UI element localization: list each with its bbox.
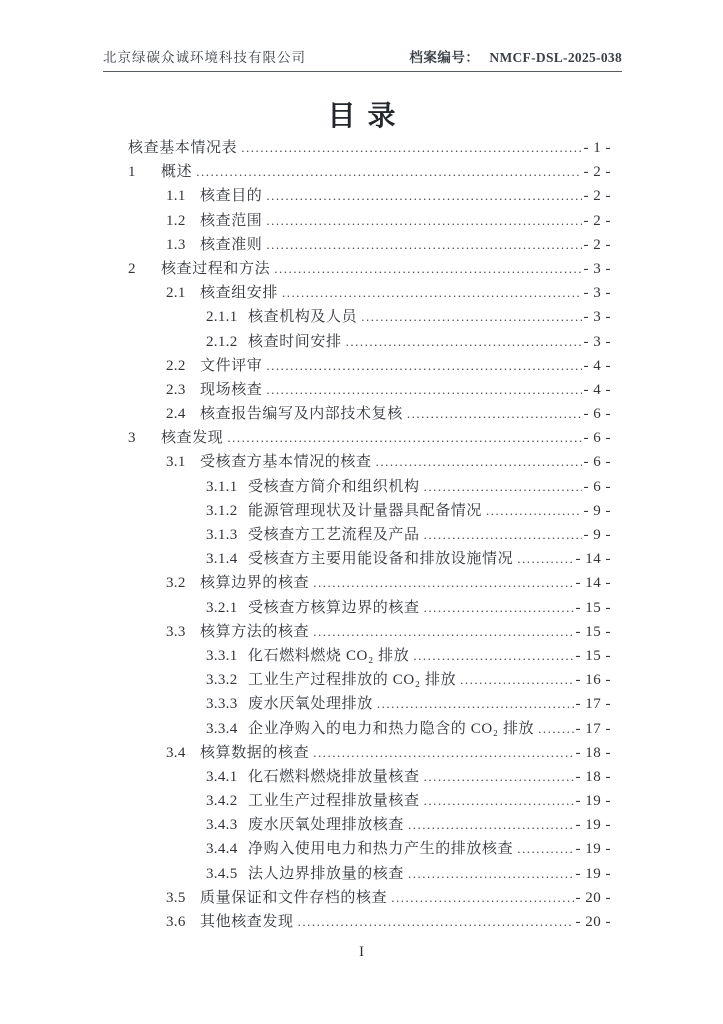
toc-entry: [128, 765, 611, 789]
toc-entry-number: 3.2.1: [206, 599, 238, 616]
toc-entry-number: 2.3: [166, 381, 186, 398]
toc-entry-title: 法人边界排放量的核查: [248, 865, 405, 882]
toc-entry-page: - 15 -: [575, 647, 611, 664]
toc-entry-number: 3.4: [166, 744, 186, 761]
toc-entry-title: 废水厌氧处理排放核查: [248, 817, 405, 834]
toc-entry-page: - 3 -: [583, 309, 611, 326]
toc-entry-page: - 3 -: [583, 260, 611, 277]
toc-entry-page: - 6 -: [583, 406, 611, 423]
toc-entry-page: - 2 -: [583, 236, 611, 253]
toc-entry-title: 现场核查: [200, 381, 263, 398]
toc-dot-leader: [313, 575, 573, 592]
toc-dot-leader: [346, 334, 582, 351]
toc-entry-page: - 19 -: [575, 817, 611, 834]
toc-entry: [128, 668, 611, 692]
toc-entry: [128, 717, 611, 741]
page-title: 目录: [327, 101, 408, 132]
toc-entry: [128, 596, 611, 620]
toc-entry: [128, 813, 611, 837]
toc-entry-number: 3.4.4: [206, 841, 238, 858]
toc-entry-page: - 2 -: [583, 164, 611, 181]
toc-entry-title: 企业净购入的电力和热力隐含的 CO₂ 排放: [248, 720, 535, 737]
toc-entry-title: 核查目的: [200, 188, 263, 205]
file-number: [409, 46, 622, 66]
toc-entry-number: 2.1.2: [206, 333, 238, 350]
toc-entry-number: 3.3.1: [206, 647, 238, 664]
toc-dot-leader: [227, 430, 581, 447]
toc-entry-title: 能源管理现状及计量器具配备情况: [248, 502, 483, 519]
toc-entry-number: 3.1: [166, 454, 186, 471]
toc-entry-title: 核查准则: [200, 236, 263, 253]
toc-entry-title: 工业生产过程排放的 CO₂ 排放: [248, 672, 457, 689]
toc-entry: [128, 209, 611, 233]
toc-entry: [128, 499, 611, 523]
toc-dot-leader: [517, 551, 573, 568]
toc-entry-page: - 20 -: [575, 889, 611, 906]
toc-entry-title: 化石燃料燃烧 CO₂ 排放: [248, 647, 410, 664]
toc-entry-number: 3.6: [166, 914, 186, 930]
toc-entry-number: 2.1: [166, 285, 186, 302]
toc-dot-leader: [413, 648, 573, 665]
toc-entry-page: - 17 -: [575, 696, 611, 713]
toc-entry-page: - 9 -: [583, 502, 611, 519]
toc-entry: [128, 886, 611, 910]
toc-entry-page: - 15 -: [575, 623, 611, 640]
toc-entry-page: - 18 -: [575, 768, 611, 785]
toc-entry-title: 核查基本情况表: [128, 140, 238, 156]
toc-entry: [128, 789, 611, 813]
toc-dot-leader: [376, 454, 582, 471]
toc-entry-title: 核查组安排: [200, 285, 279, 302]
toc-entry-number: 3.5: [166, 889, 186, 906]
toc-entry-title: 核查机构及人员: [248, 309, 358, 326]
toc-entry-page: - 2 -: [583, 212, 611, 229]
toc-entry-title: 工业生产过程排放量核查: [248, 793, 420, 810]
toc-entry: [128, 136, 611, 160]
toc-entry-page: - 18 -: [575, 744, 611, 761]
toc-entry-number: 1.2: [166, 212, 186, 229]
toc-entry: [128, 257, 611, 281]
toc-entry-title: 核查发现: [161, 430, 224, 447]
toc-dot-leader: [407, 406, 582, 423]
toc-entry: [128, 523, 611, 547]
toc-dot-leader: [408, 866, 573, 883]
toc-dot-leader: [408, 817, 573, 834]
toc-entry-page: - 1 -: [583, 140, 611, 156]
toc-entry: [128, 837, 611, 861]
toc-dot-leader: [486, 503, 581, 520]
toc-entry-page: - 9 -: [583, 527, 611, 543]
toc-entry-number: 2: [128, 260, 136, 277]
toc-entry-number: 3.4.1: [206, 768, 238, 785]
company-name: 北京绿碳众诚环境科技有限公司: [103, 50, 306, 65]
toc-entry-page: - 14 -: [575, 551, 611, 568]
toc-entry: [128, 330, 611, 354]
toc-entry-page: - 4 -: [583, 381, 611, 398]
toc-entry: [128, 402, 611, 426]
toc-dot-leader: [298, 914, 574, 931]
toc-entry-title: 受核查方主要用能设备和排放设施情况: [248, 551, 514, 568]
toc-entry-number: 1.3: [166, 236, 186, 253]
toc-dot-leader: [266, 237, 581, 254]
toc-entry-title: 其他核查发现: [200, 914, 294, 930]
toc-entry-title: 质量保证和文件存档的核查: [200, 889, 388, 906]
toc-dot-leader: [313, 624, 573, 641]
toc-entry-page: - 6 -: [583, 454, 611, 471]
toc-entry: [128, 862, 611, 886]
toc-dot-leader: [266, 213, 581, 230]
toc-entry-page: - 4 -: [583, 357, 611, 374]
toc-entry-title: 受核查方工艺流程及产品: [248, 527, 420, 543]
toc-entry: [128, 233, 611, 257]
toc-entry: [128, 620, 611, 644]
toc-entry-number: 2.4: [166, 406, 186, 423]
toc-entry-page: - 6 -: [583, 478, 611, 495]
toc-entry: [128, 547, 611, 571]
toc-entry: [128, 475, 611, 499]
toc-entry-title: 化石燃料燃烧排放量核查: [248, 768, 420, 785]
toc-dot-leader: [196, 164, 581, 181]
toc-entry: [128, 450, 611, 474]
toc-entry-number: 3.2: [166, 575, 186, 592]
toc-entry-number: 3.1.4: [206, 551, 238, 568]
toc-entry-page: - 19 -: [575, 793, 611, 810]
toc-dot-leader: [460, 672, 573, 689]
toc-entry: [128, 644, 611, 668]
toc-entry-page: - 17 -: [575, 720, 611, 737]
toc-dot-leader: [424, 527, 582, 544]
toc-entry: [128, 910, 611, 934]
toc-entry-title: 概述: [161, 164, 193, 181]
toc-entry: [128, 378, 611, 402]
toc-entry-title: 核算边界的核查: [200, 575, 310, 592]
toc-entry-title: 文件评审: [200, 357, 263, 374]
toc-entry-title: 核查范围: [200, 212, 263, 229]
toc-entry-title: 净购入使用电力和热力产生的排放核查: [248, 841, 514, 858]
toc-entry: [128, 741, 611, 765]
toc-entry-title: 核查过程和方法: [161, 260, 271, 277]
toc-dot-leader: [424, 479, 582, 496]
toc-entry-page: - 3 -: [583, 285, 611, 302]
toc-entry-number: 3.3.2: [206, 672, 238, 689]
page-number: I: [359, 944, 364, 960]
toc-dot-leader: [266, 358, 581, 375]
toc-dot-leader: [391, 890, 573, 907]
toc-entry-page: - 6 -: [583, 430, 611, 447]
toc-entry-number: 3: [128, 430, 136, 447]
toc-entry-title: 核算数据的核查: [200, 744, 310, 761]
toc-entry-number: 3.4.3: [206, 817, 238, 834]
toc-entry-number: 2.2: [166, 357, 186, 374]
toc-entry-title: 受核查方核算边界的核查: [248, 599, 420, 616]
toc-entry-title: 核算方法的核查: [200, 623, 310, 640]
toc-entry-page: - 15 -: [575, 599, 611, 616]
toc-dot-leader: [517, 841, 573, 858]
toc-dot-leader: [424, 769, 574, 786]
toc-dot-leader: [266, 188, 581, 205]
toc-dot-leader: [361, 309, 581, 326]
toc-dot-leader: [377, 696, 574, 713]
toc-entry-number: 1.1: [166, 188, 186, 205]
toc-dot-leader: [266, 382, 581, 399]
toc-entry: [128, 305, 611, 329]
toc-entry-title: 废水厌氧处理排放: [248, 696, 373, 713]
file-number-value: NMCF-DSL-2025-038: [489, 50, 622, 65]
toc-entry-page: - 20 -: [575, 914, 611, 930]
toc-entry-title: 核查时间安排: [248, 333, 342, 350]
toc-entry-number: 2.1.1: [206, 309, 238, 326]
toc-dot-leader: [241, 140, 581, 157]
toc-entry-number: 3.1.2: [206, 502, 238, 519]
toc-entry-page: - 14 -: [575, 575, 611, 592]
file-number-label: 档案编号：: [409, 50, 480, 65]
toc-entry-number: 3.1.1: [206, 478, 238, 495]
toc-entry-page: - 19 -: [575, 865, 611, 882]
page-header: [103, 46, 622, 72]
table-of-contents: [128, 136, 611, 934]
toc-dot-leader: [424, 600, 574, 617]
toc-dot-leader: [313, 745, 573, 762]
toc-entry-title: 核查报告编写及内部技术复核: [200, 406, 403, 423]
toc-entry-title: 受核查方简介和组织机构: [248, 478, 420, 495]
toc-dot-leader: [424, 793, 574, 810]
toc-entry: [128, 184, 611, 208]
toc-entry: [128, 281, 611, 305]
toc-entry-page: - 19 -: [575, 841, 611, 858]
toc-entry-number: 3.4.2: [206, 793, 238, 810]
toc-entry-number: 3.4.5: [206, 865, 238, 882]
toc-entry: [128, 354, 611, 378]
toc-entry-number: 1: [128, 164, 136, 181]
toc-entry-number: 3.3.3: [206, 696, 238, 713]
toc-entry-page: - 3 -: [583, 333, 611, 350]
toc-entry-number: 3.1.3: [206, 527, 238, 543]
toc-entry-number: 3.3.4: [206, 720, 238, 737]
toc-entry-page: - 2 -: [583, 188, 611, 205]
toc-dot-leader: [282, 285, 581, 302]
toc-entry-title: 受核查方基本情况的核查: [200, 454, 372, 471]
toc-dot-leader: [274, 261, 581, 278]
toc-dot-leader: [538, 721, 573, 738]
toc-entry: [128, 692, 611, 716]
toc-entry: [128, 160, 611, 184]
toc-entry: [128, 426, 611, 450]
toc-entry-page: - 16 -: [575, 672, 611, 689]
toc-entry-number: 3.3: [166, 623, 186, 640]
toc-entry: [128, 571, 611, 595]
